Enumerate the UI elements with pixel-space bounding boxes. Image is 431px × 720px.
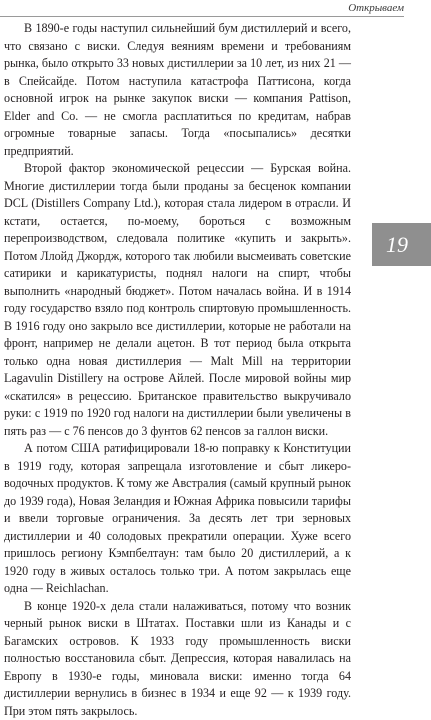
paragraph: В 1890-е годы наступил сильнейший бум дистиллерий и всего, что связано с виски. Следуя веяниям времени и требованиям рынка, было открыто 33 новых дистиллерии за 10 лет, из них 21 — в Спейсайде. Потом наступила катастрофа Паттисона, когда основной игрок на рынке закупок виски — компания Pattison, Elder and Co. — не смогла расплатиться по кредитам, набрав огромные товарные запасы. Тогда «посыпались» десятки предприятий. [4, 20, 351, 160]
running-head: Открываем [348, 2, 404, 14]
paragraph: Второй фактор экономической рецессии — Бурская война. Многие дистиллерии тогда были проданы за бесценок компании DCL (Distillers Company Ltd.), которая стала лидером в отрасли. И кстати, остается, по-моему, бороться с возможным перепроизводством, следовала политике «купить и закрыть». Потом Ллойд Джордж, которого так любили высмеивать советские сатирики и карикатуристы, поднял налоги на спирт, чтобы выполнить «народный бюджет». Потом началась война. И в 1914 году государство взяло под контроль спиртовую промышленность. В 1916 году оно закрыло все дистиллерии, которые не работали на фронт, например не делали ацетон. В тот период была открыта только одна новая дистиллерия — Malt Mill на территории Lagavulin Distillery на острове Айлей. После мировой войны мир «скатился» в рецессию. Британское правительство выкручивало руки: с 1919 по 1920 год налоги на дистиллерии были увеличены в пять раз — с 76 пенсов до 3 фунтов 62 пенсов за галлон виски. [4, 160, 351, 440]
body-text [4, 20, 351, 720]
paragraph: А потом США ратифицировали 18-ю поправку к Конституции в 1919 году, которая запрещала изготовление и сбыт ликеро-водочных продуктов. К тому же Австралия (самый крупный рынок до 1939 года), Новая Зеландия и Южная Африка повысили тарифы и ввели торговые ограничения. За десять лет три зерновых дистиллерии и 40 солодовых прекратили операции. Хуже всего пришлось региону Кэмпбелтаун: там было 20 дистиллерий, а к 1920 году в живых осталось только три. А потом закрылась еще одна — Reichlachan. [4, 440, 351, 598]
page-number: 19 [386, 232, 408, 258]
header-rule [0, 16, 404, 17]
paragraph: В конце 1920-х дела стали налаживаться, потому что возник черный рынок виски в Штатах. Поставки шли из Канады и с Багамских островов. К 1933 году промышленность виски полностью восстановила сбыт. Депрессия, которая навалилась на Европу в 1930-е годы, миновала виски: именно тогда 64 дистиллерии вернулись в бизнес в 1934 и еще 92 — к 1939 году. При этом пять закрылось. [4, 598, 351, 720]
